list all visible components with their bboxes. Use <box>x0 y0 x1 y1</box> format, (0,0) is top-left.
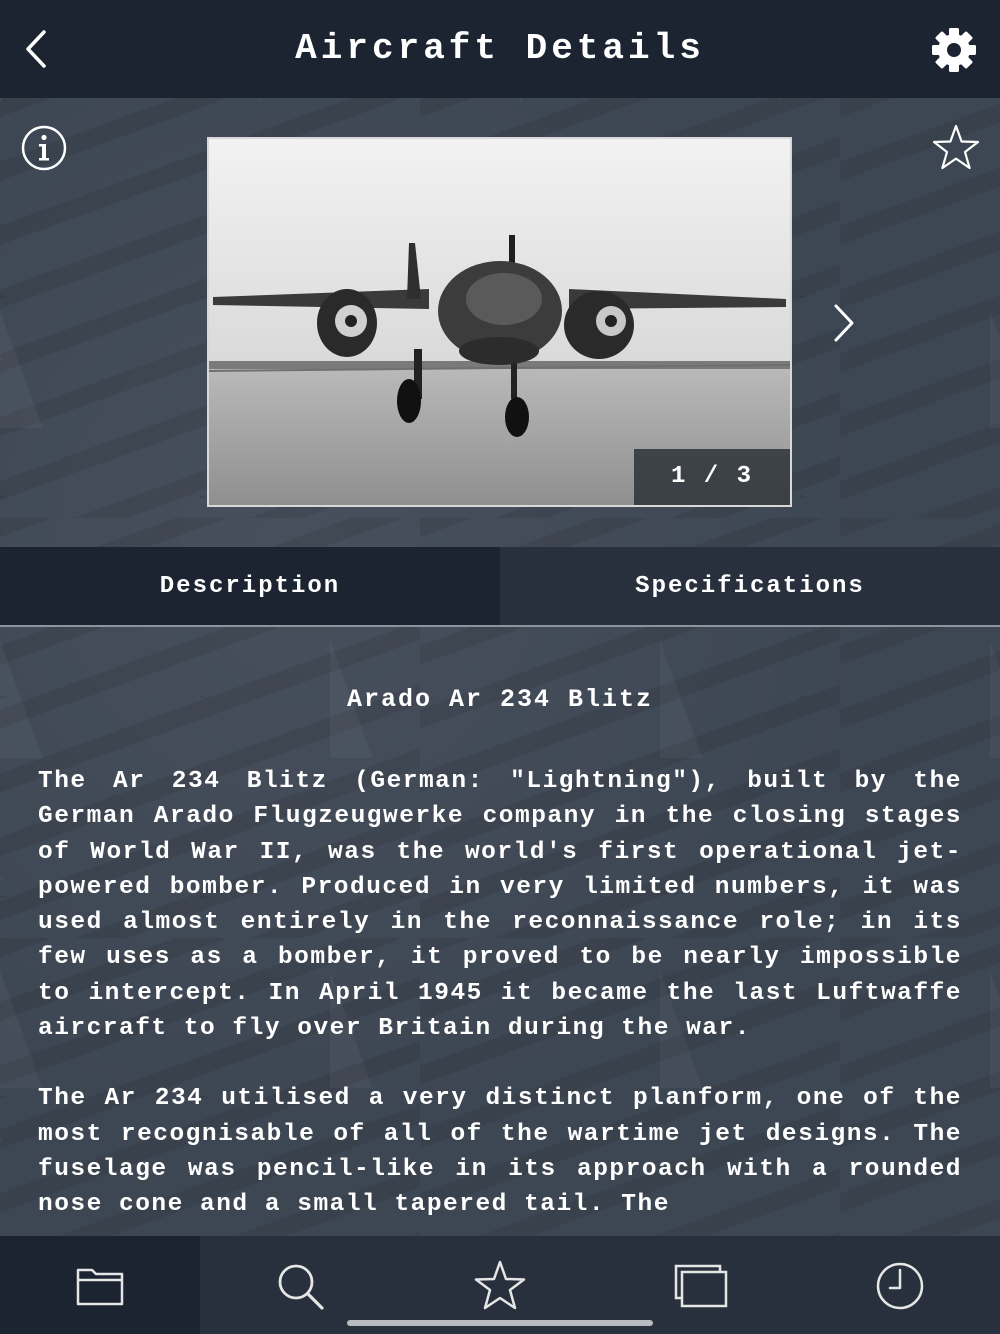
next-photo-button[interactable] <box>824 298 864 348</box>
photo-counter: 1 / 3 <box>634 449 790 505</box>
favorite-button[interactable] <box>930 122 982 174</box>
star-outline-icon <box>930 122 982 174</box>
navigation-bar <box>0 0 1000 98</box>
description-paragraph: The Ar 234 utilised a very distinct planform, one of the most recognisable of all of the wartime jet designs. The fuselage was pencil-like in its approach with a rounded nose cone and a small tapered tail. The <box>38 1085 962 1219</box>
tabs-divider <box>0 625 1000 627</box>
tabbar-item-history[interactable] <box>800 1236 1000 1334</box>
chevron-left-icon <box>14 24 64 74</box>
tab-description[interactable]: Description <box>0 547 500 625</box>
description-content[interactable] <box>38 680 962 1235</box>
tab-specifications[interactable]: Specifications <box>500 547 1000 625</box>
folder-icon <box>72 1258 128 1314</box>
detail-tabs <box>0 547 1000 625</box>
clock-icon <box>872 1258 928 1314</box>
search-icon <box>272 1258 328 1314</box>
aircraft-photo[interactable] <box>207 137 792 507</box>
aircraft-name: Arado Ar 234 Blitz <box>346 685 654 714</box>
info-icon <box>20 124 68 172</box>
windows-icon <box>672 1258 728 1314</box>
gear-icon <box>926 22 982 78</box>
tabbar-item-browse[interactable] <box>0 1236 200 1334</box>
star-icon <box>472 1258 528 1314</box>
info-button[interactable] <box>20 124 68 172</box>
description-paragraph: The Ar 234 Blitz (German: "Lightning"), built by the German Arado Flugzeugwerke company in the closing stages of World War II, was the world's first operational jet-powered bomber. Produced in very limited numbers, it was used almost entirely in the reconnaissance role; in its few uses as a bomber, it proved to be nearly impossible to intercept. In April 1945 it became the last Luftwaffe aircraft to fly over Britain during the war. <box>38 768 962 1043</box>
settings-button[interactable] <box>926 22 982 78</box>
chevron-right-icon <box>824 298 864 348</box>
back-button[interactable] <box>14 24 64 74</box>
page-title: Aircraft Details <box>295 28 705 69</box>
home-indicator <box>347 1320 653 1326</box>
